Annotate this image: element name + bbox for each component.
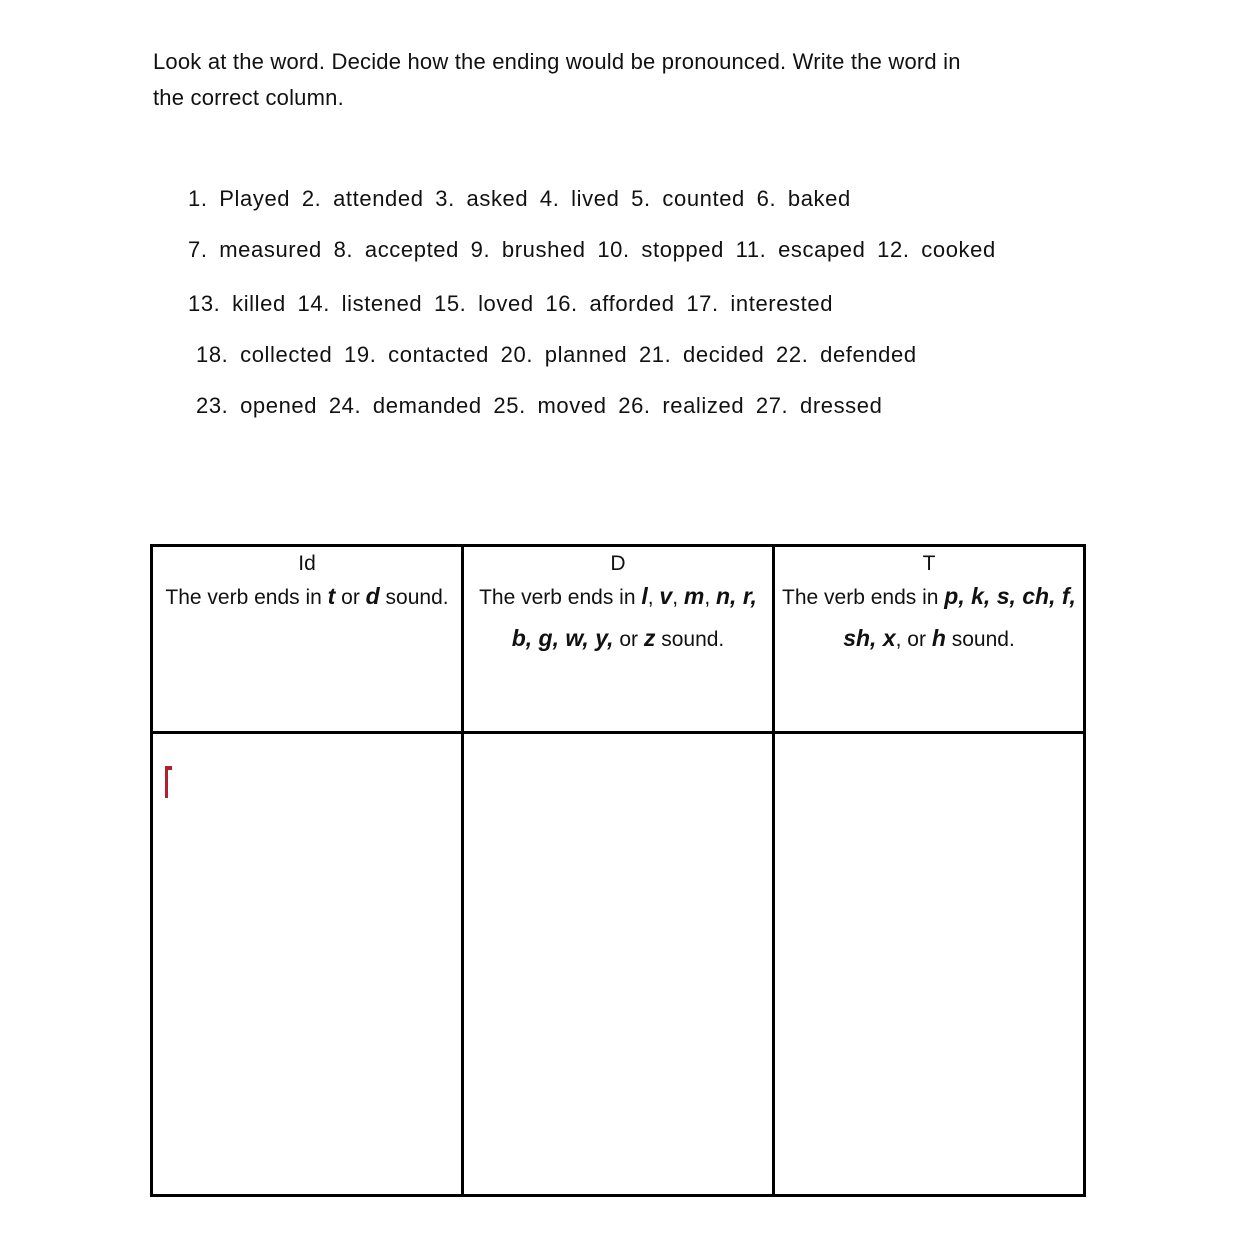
header-id	[152, 546, 463, 733]
emphasized-letters: z	[643, 625, 656, 651]
description-text: ,	[672, 586, 684, 609]
sorting-table	[150, 544, 1086, 1197]
answer-cell-t[interactable]	[774, 733, 1085, 1196]
answer-row	[152, 733, 1085, 1196]
description-text: ,	[704, 586, 716, 609]
column-description	[464, 576, 772, 660]
description-text: sound.	[379, 586, 449, 609]
emphasized-letters: l	[641, 583, 648, 609]
emphasized-letters: m	[683, 583, 705, 609]
header-d	[463, 546, 774, 733]
description-text: ,	[647, 586, 660, 609]
description-text: The verb ends in	[165, 586, 328, 609]
instructions-line-1: Look at the word. Decide how the ending would be pronounced. Write the word in	[153, 49, 961, 74]
instructions	[153, 44, 961, 116]
header-t	[774, 546, 1085, 733]
emphasized-letters: v	[659, 583, 673, 609]
answer-cell-d[interactable]	[463, 733, 774, 1196]
description-text: , or	[895, 628, 932, 651]
emphasized-letters: p, k, s, ch, f, sh, x	[843, 583, 1076, 651]
description-text: or	[613, 628, 644, 651]
column-letter: T	[922, 552, 936, 575]
emphasized-letters: h	[931, 625, 946, 651]
emphasized-letters: n, r, b, g, w, y,	[511, 583, 757, 651]
word-list-line-5: 23. opened 24. demanded 25. moved 26. realized 27. dressed	[196, 393, 883, 418]
emphasized-letters: t	[327, 583, 336, 609]
description-text: sound.	[945, 628, 1015, 651]
column-description	[153, 576, 461, 618]
description-text: sound.	[655, 628, 725, 651]
description-text: The verb ends in	[479, 586, 642, 609]
answer-cell-id[interactable]	[152, 733, 463, 1196]
word-list-line-2: 7. measured 8. accepted 9. brushed 10. stopped 11. escaped 12. cooked	[188, 237, 996, 262]
header-row	[152, 546, 1085, 733]
column-letter: D	[610, 552, 626, 575]
word-list-line-4: 18. collected 19. contacted 20. planned 21. decided 22. defended	[196, 342, 917, 367]
text-cursor-icon	[165, 766, 168, 798]
instructions-line-2: the correct column.	[153, 85, 344, 110]
emphasized-letters: d	[365, 583, 380, 609]
description-text: The verb ends in	[782, 586, 945, 609]
description-text: or	[335, 586, 366, 609]
column-letter: Id	[298, 552, 316, 575]
word-list-line-3: 13. killed 14. listened 15. loved 16. afforded 17. interested	[188, 291, 834, 316]
word-list-line-1: 1. Played 2. attended 3. asked 4. lived 5. counted 6. baked	[188, 186, 851, 211]
column-description	[775, 576, 1083, 660]
